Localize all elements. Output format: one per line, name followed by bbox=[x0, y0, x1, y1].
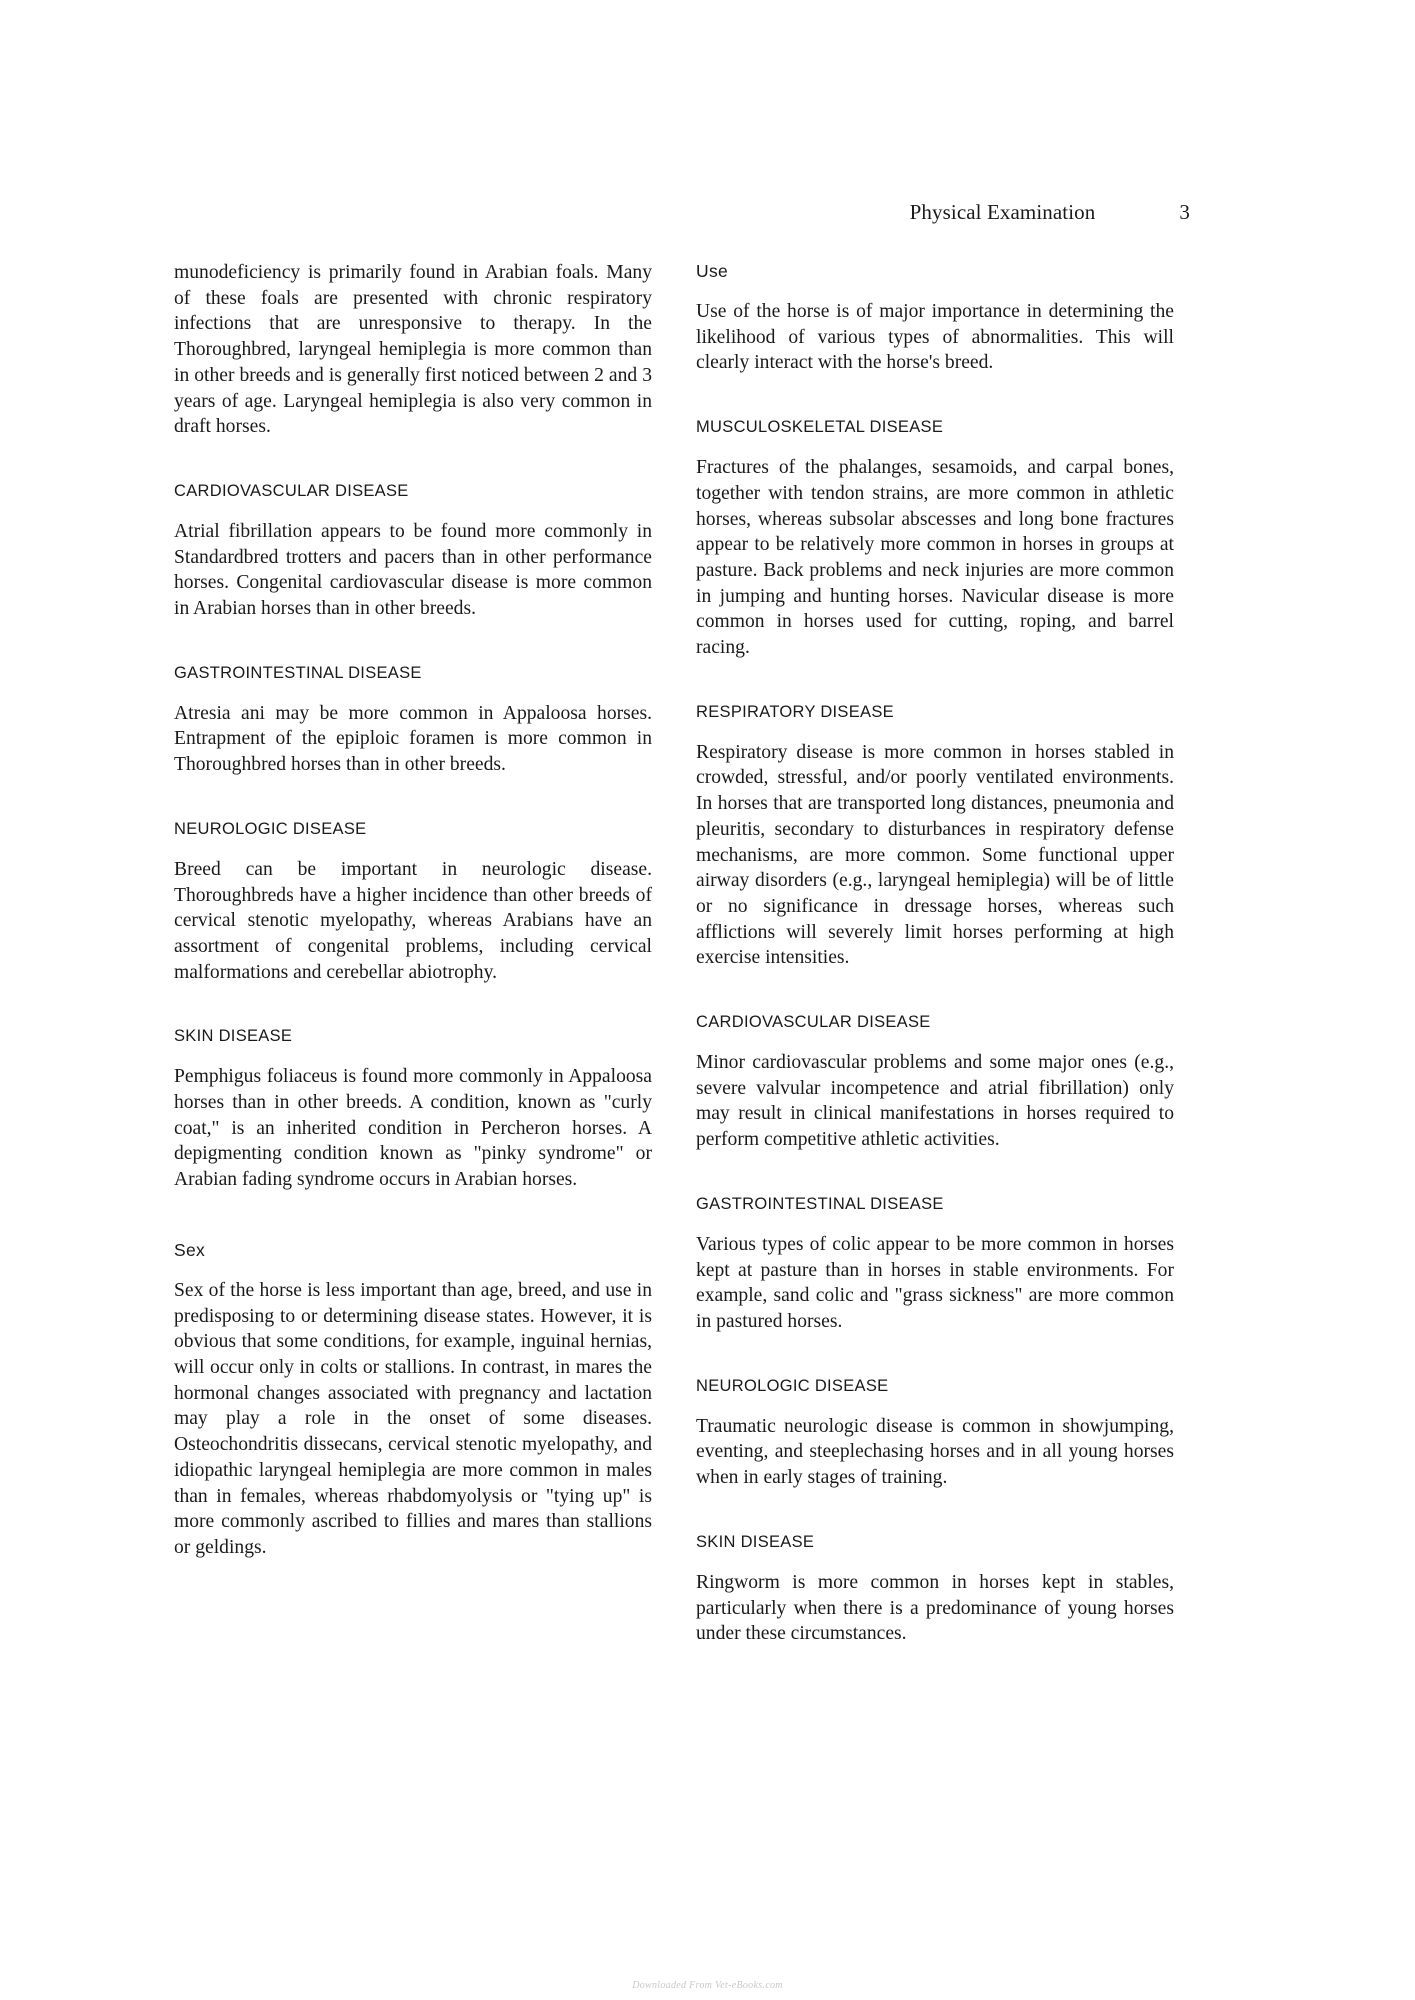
section-heading: GASTROINTESTINAL DISEASE bbox=[174, 663, 422, 682]
section-paragraph: Ringworm is more common in horses kept in stables, particularly when there is a predominance of young horses under these circumstances. bbox=[696, 1571, 1174, 1645]
section-skin-breed bbox=[174, 1025, 652, 1193]
section-paragraph: Breed can be important in neurologic disease. Thoroughbreds have a higher incidence than other breeds of cervical stenotic myelopathy, whereas Arabians have an assortment of congenital problems, including cervical malformations and cerebellar abiotrophy. bbox=[174, 858, 652, 983]
section-use bbox=[696, 260, 1174, 376]
right-column bbox=[696, 260, 1174, 1647]
section-neurologic-breed bbox=[174, 818, 652, 986]
section-paragraph: Various types of colic appear to be more common in horses kept at pasture than in horses in stable environments. For example, sand colic and "grass sickness" are more common in pastured horses. bbox=[696, 1233, 1174, 1332]
section-skin-use bbox=[696, 1531, 1174, 1647]
continuation-paragraph: munodeficiency is primarily found in Arabian foals. Many of these foals are presented with chronic respiratory infections that are unresponsive to therapy. In the Thoroughbred, laryngeal hemiplegia is more common than in other breeds and is generally first noticed between 2 and 3 years of age. Laryngeal hemiplegia is also very common in draft horses. bbox=[174, 262, 652, 438]
section-paragraph: Use of the horse is of major importance in determining the likelihood of various types of abnormalities. This will clearly interact with the horse's breed. bbox=[696, 301, 1174, 374]
left-column bbox=[174, 260, 652, 1561]
section-musculoskeletal-use bbox=[696, 416, 1174, 661]
subsection-heading: Sex bbox=[174, 1239, 206, 1260]
section-paragraph: Pemphigus foliaceus is found more commonly in Appaloosa horses than in other breeds. A condition, known as "curly coat," is an inherited condition in Percheron horses. A depigmenting condition known as "pinky syndrome" or Arabian fading syndrome occurs in Arabian horses. bbox=[174, 1066, 652, 1191]
section-respiratory-use bbox=[696, 701, 1174, 971]
section-paragraph: Respiratory disease is more common in horses stabled in crowded, stressful, and/or poorly ventilated environments. In horses that are transported long distances, pneumonia and pleuritis, secondary to disturbances in respiratory defense mechanisms, are more common. Some functional upper airway disorders (e.g., laryngeal hemiplegia) will be of little or no significance in dressage horses, whereas such afflictions will severely limit horses performing at high exercise intensities. bbox=[696, 741, 1174, 969]
section-gastrointestinal-breed bbox=[174, 662, 652, 778]
section-paragraph: Sex of the horse is less important than age, breed, and use in predisposing to or determining disease states. However, it is obvious that some conditions, for example, inguinal hernias, will occur only in colts or stallions. In contrast, in mares the hormonal changes associated with pregnancy and lactation may play a role in the onset of some diseases. Osteochondritis dissecans, cervical stenotic myelopathy, and idiopathic laryngeal hemiplegia are more common in males than in females, whereas rhabdomyolysis or "tying up" is more commonly ascribed to fillies and mares than stallions or geldings. bbox=[174, 1279, 652, 1558]
section-heading: SKIN DISEASE bbox=[174, 1027, 293, 1046]
section-heading: NEUROLOGIC DISEASE bbox=[174, 819, 367, 838]
section-neurologic-use bbox=[696, 1375, 1174, 1491]
page-number: 3 bbox=[1179, 200, 1190, 224]
section-heading: NEUROLOGIC DISEASE bbox=[696, 1376, 889, 1395]
section-paragraph: Atresia ani may be more common in Appaloosa horses. Entrapment of the epiploic foramen is more common in Thoroughbred horses than in other breeds. bbox=[174, 702, 652, 776]
section-heading: CARDIOVASCULAR DISEASE bbox=[696, 1013, 931, 1032]
section-heading: MUSCULOSKELETAL DISEASE bbox=[696, 418, 944, 437]
section-heading: GASTROINTESTINAL DISEASE bbox=[696, 1194, 944, 1213]
section-heading: SKIN DISEASE bbox=[696, 1532, 815, 1551]
section-sex bbox=[174, 1239, 652, 1561]
section-paragraph: Fractures of the phalanges, sesamoids, and carpal bones, together with tendon strains, are more common in athletic horses, whereas subsolar abscesses and long bone fractures appear to be relatively more common in horses in groups at pasture. Back problems and neck injuries are more common in jumping and hunting horses. Navicular disease is more common in horses used for cutting, roping, and barrel racing. bbox=[696, 457, 1174, 659]
running-header bbox=[910, 198, 1190, 226]
section-paragraph: Atrial fibrillation appears to be found more commonly in Standardbred trotters and pacers than in other performance horses. Congenital cardiovascular disease is more common in Arabian horses than in other breeds. bbox=[174, 520, 652, 620]
section-paragraph: Minor cardiovascular problems and some major ones (e.g., severe valvular incompetence and atrial fibrillation) only may result in clinical manifestations in horses required to perform competitive athletic activities. bbox=[696, 1052, 1174, 1151]
section-cardiovascular-breed bbox=[174, 480, 652, 622]
section-paragraph: Traumatic neurologic disease is common in showjumping, eventing, and steeplechasing horses and in all young horses when in early stages of training. bbox=[696, 1415, 1174, 1489]
running-title: Physical Examination bbox=[909, 200, 1096, 224]
footer-watermark: Downloaded From Vet-eBooks.com bbox=[632, 1980, 783, 1991]
section-heading: CARDIOVASCULAR DISEASE bbox=[174, 481, 409, 500]
section-heading: RESPIRATORY DISEASE bbox=[696, 702, 894, 721]
subsection-heading: Use bbox=[696, 261, 729, 281]
section-cardiovascular-use bbox=[696, 1011, 1174, 1153]
section-gastrointestinal-use bbox=[696, 1193, 1174, 1335]
